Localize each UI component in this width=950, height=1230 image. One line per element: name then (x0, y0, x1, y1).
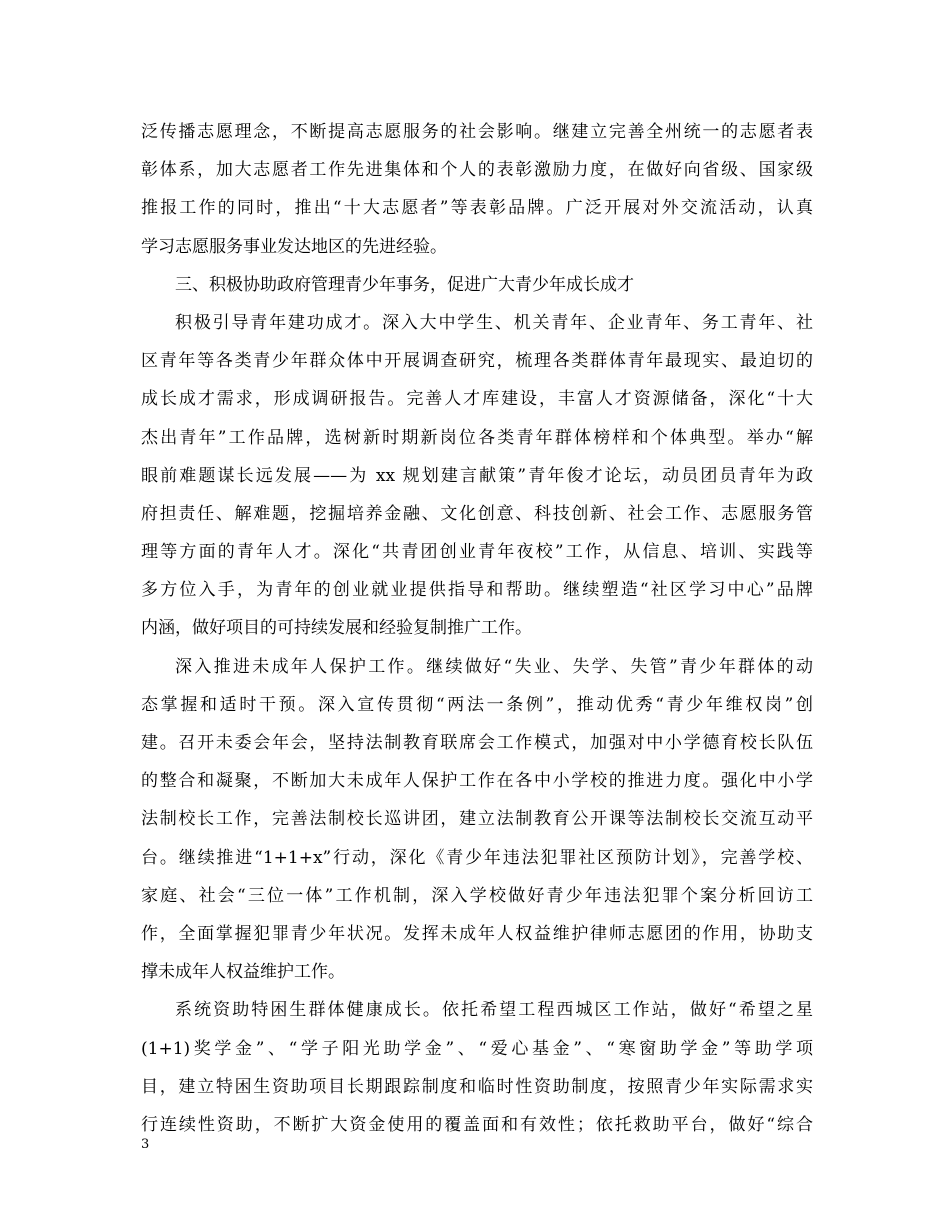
text-line: 理等方面的青年人才。深化“共青团创业青年夜校”工作，从信息、培训、实践等 (141, 542, 813, 563)
text-line: 作，全面掌握犯罪青少年状况。发挥未成年人权益维护律师志愿团的作用，协助支 (141, 923, 813, 944)
text-line: (1+1)奖学金”、“学子阳光助学金”、“爱心基金”、“寒窗助学金”等助学项 (141, 1038, 813, 1059)
text-line: 杰出青年”工作品牌，选树新时期新岗位各类青年群体榜样和个体典型。举办“解 (141, 427, 813, 448)
body-text (141, 113, 813, 1144)
text-line: 眼前难题谋长远发展——为 xx 规划建言献策”青年俊才论坛，动员团员青年为政 (141, 465, 813, 486)
text-line: 建。召开未委会年会，坚持法制教育联席会工作模式，加强对中小学德育校长队伍 (141, 733, 813, 753)
text-line: 态掌握和适时干预。深入宣传贯彻“两法一条例”，推动优秀“青少年维权岗”创 (141, 694, 813, 715)
text-line: 家庭、社会“三位一体”工作机制，深入学校做好青少年违法犯罪个案分析回访工 (141, 885, 813, 906)
text-line: 法制校长工作，完善法制校长巡讲团，建立法制教育公开课等法制校长交流互动平 (141, 809, 813, 830)
text-line: 撑未成年人权益维护工作。 (141, 962, 345, 983)
text-line: 彰体系，加大志愿者工作先进集体和个人的表彰激励力度，在做好向省级、国家级 (141, 160, 813, 181)
text-line: 三、积极协助政府管理青少年事务，促进广大青少年成长成才 (175, 274, 634, 295)
text-line: 行连续性资助，不断扩大资金使用的覆盖面和有效性；依托救助平台，做好“综合 (141, 1114, 813, 1135)
text-line: 泛传播志愿理念，不断提高志愿服务的社会影响。继建立完善全州统一的志愿者表 (141, 122, 813, 142)
text-line: 学习志愿服务事业发达地区的先进经验。 (141, 236, 447, 257)
text-line: 台。继续推进“1+1+x”行动，深化《青少年违法犯罪社区预防计划》，完善学校、 (141, 847, 813, 868)
text-line: 成长成才需求，形成调研报告。完善人才库建设，丰富人才资源储备，深化“十大 (141, 389, 813, 410)
text-line: 多方位入手，为青年的创业就业提供指导和帮助。继续塑造“社区学习中心”品牌 (141, 580, 813, 601)
text-line: 推报工作的同时，推出“十大志愿者”等表彰品牌。广泛开展对外交流活动，认真 (141, 198, 813, 219)
page-number: 3 (141, 1137, 150, 1152)
text-line: 区青年等各类青少年群众体中开展调查研究，梳理各类群体青年最现实、最迫切的 (141, 351, 813, 372)
text-line: 的整合和凝聚，不断加大未成年人保护工作在各中小学校的推进力度。强化中小学 (141, 771, 813, 792)
text-line: 府担责任、解难题，挖掘培养金融、文化创意、科技创新、社会工作、志愿服务管 (141, 503, 813, 524)
text-line: 内涵，做好项目的可持续发展和经验复制推广工作。 (141, 618, 532, 639)
text-line: 积极引导青年建功成才。深入大中学生、机关青年、企业青年、务工青年、社 (175, 312, 813, 333)
text-line: 目，建立特困生资助项目长期跟踪制度和临时性资助制度，按照青少年实际需求实 (141, 1076, 813, 1097)
text-line: 系统资助特困生群体健康成长。依托希望工程西城区工作站，做好“希望之星 (175, 1000, 813, 1021)
text-line: 深入推进未成年人保护工作。继续做好“失业、失学、失管”青少年群体的动 (175, 656, 813, 677)
